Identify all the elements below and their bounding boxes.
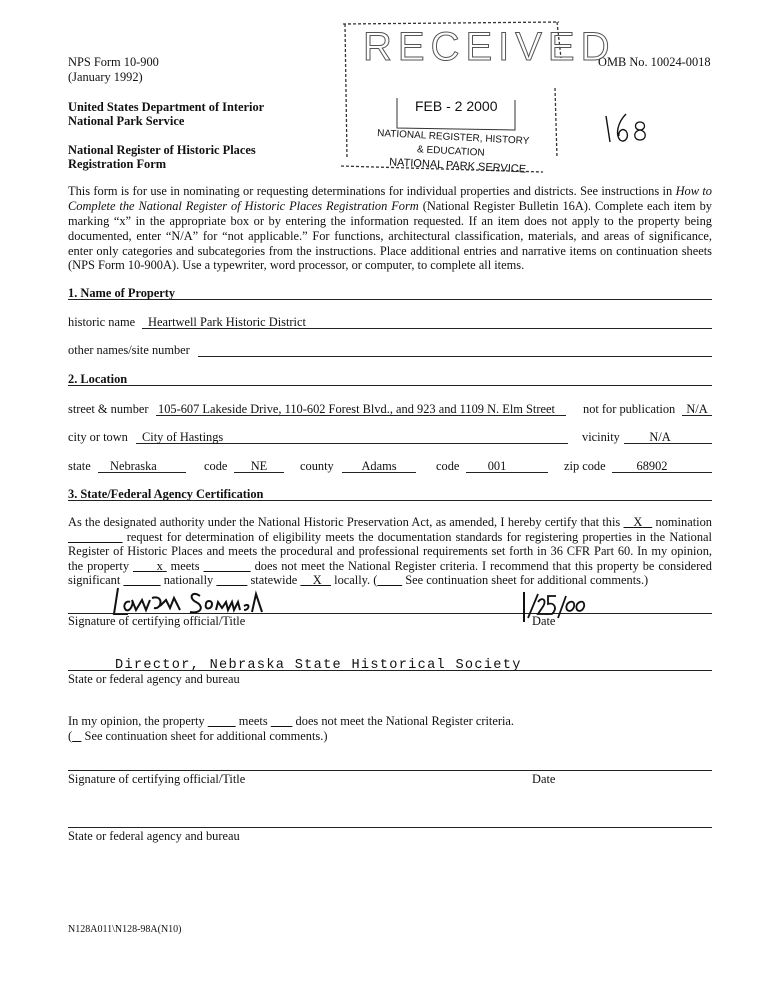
agency-value: Director, Nebraska State Historical Society [115,658,522,673]
city-label: city or town [68,430,128,444]
historic-name-label: historic name [68,315,136,329]
state-code-label: code [204,459,228,473]
agency-field-2[interactable] [68,827,712,828]
agency-field[interactable] [68,670,712,671]
stamp-line-2: & EDUCATION [416,144,485,159]
opinion-not-meet-blank[interactable] [271,714,293,728]
signature-label-2: Signature of certifying official/Title [68,772,246,786]
opinion-line: In my opinion, the property meets does not meet the National Register criteria. [68,714,515,728]
meets-mark[interactable]: x [156,558,163,573]
signature-label: Signature of certifying official/Title [68,614,246,628]
locally-mark[interactable]: X [312,573,322,587]
stamp-date: FEB - 2 2000 [415,98,498,114]
not-meet-blank[interactable] [203,559,250,573]
nomination-mark[interactable]: X [633,515,643,529]
state-code-value: NE [250,459,268,473]
file-code: N128A011\N128-98A(N10) [68,924,182,935]
instructions-bulletin-title: How to Complete the National Register of Historic Places Registration Form [68,184,712,213]
vicinity-label: vicinity [582,430,620,444]
omb-number: OMB No. 10024-0018 [598,55,711,69]
historic-name-value: Heartwell Park Historic District [148,315,306,329]
received-stamp [337,18,616,182]
date-label-2: Date [532,772,556,786]
city-value: City of Hastings [142,430,224,444]
zip-label: zip code [564,459,606,473]
street-label: street & number [68,402,149,416]
form-date: (January 1992) [68,70,143,84]
continuation-blank-2[interactable] [72,729,81,743]
state-label: state [68,459,91,473]
nfp-label: not for publication [583,402,676,416]
handwritten-number [600,108,660,152]
street-value: 105-607 Lakeside Drive, 110-602 Forest Blvd., and 923 and 1109 N. Elm Street [158,402,555,416]
section-2-heading: 2. Location [68,372,128,386]
form-number: NPS Form 10-900 [68,55,159,69]
instructions-paragraph: This form is for use in nominating or requesting determinations for individual properties and districts. See instructions in How to Complete the National Register of Historic Places Registration Form (National Register Bulletin 16A). Complete each item by marking “x” in the appropriate box or by entering the information requested. If an item does not apply to the property being documented, enter “N/A” for “not applicable.” For functions, architectural classification, materials, and areas of significance, enter only categories and subcategories from the instructions. Place additional entries and narrative items on continuation sheets (NPS Form 10-900A). Use a typewriter, word processor, or computer, to complete all items. [68,184,713,273]
certification-paragraph: As the designated authority under the National Historic Preservation Act, as amended, I hereby certify that this X nomination request for determination of eligibility meets the documentation standards for registering properties in the National Register of Historic Places and meets the procedural and professional requirements set forth in 36 CFR Part 60. In my opinion, the property x meets does not meet the National Register criteria. I recommend that this property be considered significant nationally statewide X locally. ( See continuation sheet for additional comments.) [68,515,712,587]
stamp-received-word: RECEIVED [363,25,616,69]
section-1-heading: 1. Name of Property [68,286,176,300]
continuation-blank-1[interactable] [377,573,402,587]
county-code-label: code [436,459,460,473]
request-blank[interactable] [68,530,123,544]
agency-label: State or federal agency and bureau [68,672,240,686]
state-value: Nebraska [110,459,157,473]
other-names-label: other names/site number [68,343,190,357]
agency-line-2: National Park Service [68,114,185,128]
zip-value: 68902 [636,459,668,473]
form-title-line-1: National Register of Historic Places [68,143,256,157]
stamp-line-1: NATIONAL REGISTER, HISTORY [376,128,530,147]
signature-field-2[interactable] [68,770,712,771]
section-3-heading: 3. State/Federal Agency Certification [68,487,264,501]
vicinity-value: N/A [649,430,671,444]
nfp-value: N/A [686,402,708,416]
opinion-meets-blank[interactable] [208,714,236,728]
county-value: Adams [361,459,397,473]
date-label: Date [532,614,556,628]
agency-label-2: State or federal agency and bureau [68,829,240,843]
other-names-field[interactable] [198,356,712,357]
stamp-line-3: NATIONAL PARK SERVICE [388,156,527,176]
agency-line-1: United States Department of Interior [68,100,265,114]
opinion-continuation: ( See continuation sheet for additional comments.) [68,729,328,743]
form-title-line-2: Registration Form [68,157,167,171]
county-code-value: 001 [487,459,507,473]
county-label: county [300,459,334,473]
